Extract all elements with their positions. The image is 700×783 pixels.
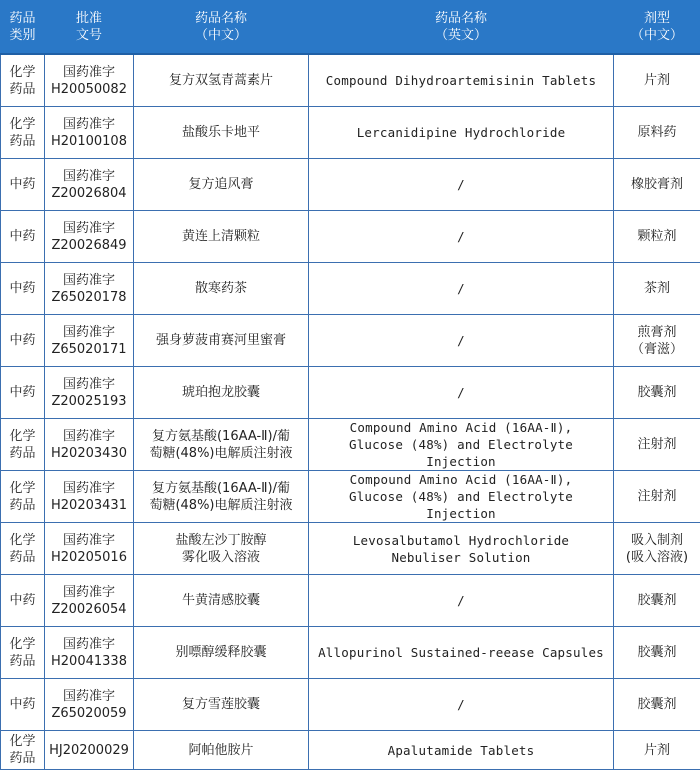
cell-name-chinese-line: 盐酸左沙丁胺醇 — [175, 532, 267, 548]
cell-name-chinese-line: 别嘌醇缓释胶囊 — [175, 645, 267, 660]
cell-name-english-line: Allopurinol Sustained-reease Capsules — [318, 645, 604, 660]
cell-category-line: 中药 — [9, 229, 36, 244]
cell-name-chinese — [134, 471, 309, 523]
cell-category — [1, 107, 45, 159]
cell-name-english-line: Injection — [426, 454, 496, 469]
cell-approval-number — [45, 315, 134, 367]
table-row — [1, 159, 700, 211]
cell-dosage-form-line: （膏滋） — [630, 341, 683, 357]
cell-name-english-line: Lercanidipine Hydrochloride — [356, 125, 566, 140]
cell-name-chinese — [134, 419, 309, 471]
cell-category — [1, 471, 45, 523]
cell-category-line: 药品 — [9, 133, 36, 149]
cell-approval-number-line: H20203430 — [51, 445, 127, 461]
cell-name-chinese-line: 强身萝菠甫赛河里蜜膏 — [155, 333, 286, 348]
cell-name-english — [309, 159, 614, 211]
cell-category-line: 中药 — [9, 593, 36, 608]
cell-name-english-line: / — [457, 385, 465, 400]
cell-dosage-form — [614, 731, 700, 770]
cell-name-english-line: / — [457, 333, 465, 348]
cell-name-chinese-line: 萄糖(48%)电解质注射液 — [149, 497, 293, 513]
cell-name-english — [309, 627, 614, 679]
cell-category-line: 中药 — [9, 697, 36, 712]
cell-dosage-form — [614, 575, 700, 627]
cell-approval-number-line: HJ20200029 — [49, 742, 129, 758]
cell-approval-number-line: Z65020171 — [51, 341, 127, 357]
cell-approval-number — [45, 523, 134, 575]
cell-approval-number-line: Z65020178 — [51, 289, 127, 305]
cell-dosage-form — [614, 523, 700, 575]
cell-name-english — [309, 54, 614, 107]
cell-approval-number-line: Z20026804 — [51, 185, 127, 201]
cell-category — [1, 419, 45, 471]
cell-name-english — [309, 367, 614, 419]
cell-approval-number — [45, 263, 134, 315]
cell-name-english — [309, 419, 614, 471]
cell-approval-number-line: 国药准字 — [62, 584, 115, 600]
cell-name-english — [309, 263, 614, 315]
cell-approval-number-line: 国药准字 — [62, 116, 115, 132]
cell-name-english — [309, 211, 614, 263]
cell-approval-number-line: 国药准字 — [62, 428, 115, 444]
table-row — [1, 315, 700, 367]
cell-dosage-form-line: 胶囊剂 — [637, 385, 677, 400]
cell-approval-number-line: 国药准字 — [62, 636, 115, 652]
cell-name-english-line: Nebuliser Solution — [391, 549, 531, 565]
cell-category-line: 药品 — [9, 445, 36, 461]
cell-dosage-form — [614, 315, 700, 367]
cell-name-chinese — [134, 263, 309, 315]
cell-dosage-form — [614, 471, 700, 523]
cell-category — [1, 263, 45, 315]
cell-name-chinese-line: 散寒药茶 — [194, 281, 247, 296]
cell-name-english — [309, 107, 614, 159]
cell-category-line: 化学 — [9, 480, 36, 496]
cell-name-chinese-line: 复方氨基酸(16AA-Ⅱ)/葡 — [151, 428, 291, 444]
cell-name-english-line: Glucose (48%) and Electrolyte — [348, 437, 574, 452]
cell-category-line: 药品 — [9, 751, 36, 766]
cell-dosage-form-line: (吸入溶液) — [625, 549, 689, 565]
cell-name-chinese-line: 阿帕他胺片 — [188, 742, 254, 758]
cell-category-line: 化学 — [9, 532, 36, 548]
cell-name-chinese — [134, 679, 309, 731]
table-row — [1, 263, 700, 315]
cell-name-chinese — [134, 731, 309, 770]
cell-category-line: 化学 — [9, 116, 36, 132]
cell-name-english-line: Glucose (48%) and Electrolyte — [348, 489, 574, 504]
cell-approval-number-line: Z20026054 — [51, 601, 127, 617]
cell-category — [1, 315, 45, 367]
cell-approval-number-line: Z20025193 — [51, 393, 127, 409]
header-name-chinese: 药品名称 （中文） — [134, 1, 309, 55]
cell-name-english — [309, 575, 614, 627]
cell-name-chinese-line: 盐酸乐卡地平 — [181, 125, 260, 140]
cell-approval-number-line: 国药准字 — [62, 376, 115, 392]
cell-approval-number-line: 国药准字 — [62, 220, 115, 236]
cell-name-english-line: Compound Dihydroartemisinin Tablets — [325, 73, 597, 88]
cell-name-chinese-line: 复方追风膏 — [188, 177, 254, 192]
cell-name-english-line: / — [457, 697, 465, 712]
cell-approval-number — [45, 54, 134, 107]
cell-name-english-line: Injection — [426, 506, 496, 521]
cell-category-line: 药品 — [9, 497, 36, 513]
cell-name-english — [309, 471, 614, 523]
cell-name-chinese-line: 琥珀抱龙胶囊 — [181, 385, 260, 400]
cell-dosage-form — [614, 367, 700, 419]
cell-dosage-form — [614, 419, 700, 471]
cell-approval-number-line: Z20026849 — [51, 237, 127, 253]
cell-dosage-form — [614, 627, 700, 679]
table-body — [1, 54, 700, 770]
cell-dosage-form-line: 注射剂 — [637, 437, 677, 452]
table-row — [1, 575, 700, 627]
cell-dosage-form-line: 胶囊剂 — [637, 697, 677, 712]
cell-name-english-line: Levosalbutamol Hydrochloride — [352, 532, 570, 548]
cell-approval-number-line: H20050082 — [51, 81, 127, 97]
cell-category — [1, 731, 45, 770]
cell-category-line: 化学 — [9, 734, 36, 749]
table-row — [1, 627, 700, 679]
cell-dosage-form — [614, 107, 700, 159]
cell-name-chinese-line: 复方雪莲胶囊 — [181, 697, 260, 712]
table-row — [1, 471, 700, 523]
cell-approval-number-line: 国药准字 — [62, 168, 115, 184]
header-dosage-form: 剂型 （中文） — [614, 1, 700, 55]
cell-name-english-line: / — [457, 281, 465, 296]
cell-dosage-form-line: 注射剂 — [637, 489, 677, 504]
cell-name-chinese — [134, 627, 309, 679]
cell-category-line: 药品 — [9, 549, 36, 565]
cell-name-english-line: Compound Amino Acid (16AA-Ⅱ), — [349, 472, 573, 487]
header-name-english: 药品名称 （英文） — [309, 1, 614, 55]
table-row — [1, 367, 700, 419]
cell-name-english-line: / — [457, 177, 465, 192]
cell-category — [1, 627, 45, 679]
cell-approval-number-line: H20041338 — [51, 653, 127, 669]
cell-approval-number — [45, 575, 134, 627]
cell-dosage-form-line: 茶剂 — [643, 281, 670, 296]
cell-approval-number — [45, 627, 134, 679]
table-row — [1, 211, 700, 263]
cell-dosage-form — [614, 54, 700, 107]
cell-category — [1, 679, 45, 731]
cell-approval-number-line: 国药准字 — [62, 324, 115, 340]
table-row — [1, 731, 700, 770]
cell-category — [1, 367, 45, 419]
cell-approval-number — [45, 419, 134, 471]
cell-dosage-form — [614, 679, 700, 731]
table-row — [1, 54, 700, 107]
cell-name-chinese — [134, 367, 309, 419]
cell-name-english-line: / — [457, 593, 465, 608]
cell-dosage-form — [614, 211, 700, 263]
cell-dosage-form-line: 胶囊剂 — [637, 593, 677, 608]
cell-name-chinese-line: 黄连上清颗粒 — [181, 229, 260, 244]
cell-approval-number-line: 国药准字 — [62, 272, 115, 288]
cell-category-line: 化学 — [9, 64, 36, 80]
cell-name-chinese — [134, 315, 309, 367]
cell-name-english-line: / — [457, 229, 465, 244]
cell-dosage-form-line: 片剂 — [643, 742, 670, 758]
cell-dosage-form — [614, 159, 700, 211]
cell-dosage-form-line: 橡胶膏剂 — [630, 177, 683, 192]
cell-category — [1, 523, 45, 575]
cell-name-chinese — [134, 523, 309, 575]
cell-name-chinese — [134, 54, 309, 107]
cell-approval-number-line: 国药准字 — [62, 532, 115, 548]
cell-dosage-form — [614, 263, 700, 315]
cell-name-english-line: Compound Amino Acid (16AA-Ⅱ), — [349, 420, 573, 435]
cell-category-line: 中药 — [9, 333, 36, 348]
cell-name-english — [309, 731, 614, 770]
cell-dosage-form-line: 片剂 — [643, 73, 670, 88]
table-row — [1, 419, 700, 471]
header-approval-number: 批准 文号 — [45, 1, 134, 55]
cell-name-chinese-line: 复方双氢青蒿素片 — [168, 73, 273, 88]
cell-category-line: 药品 — [9, 653, 36, 669]
cell-name-english — [309, 523, 614, 575]
cell-dosage-form-line: 吸入制剂 — [630, 532, 683, 548]
cell-approval-number — [45, 159, 134, 211]
cell-name-chinese — [134, 107, 309, 159]
cell-approval-number-line: H20100108 — [51, 133, 127, 149]
cell-approval-number-line: 国药准字 — [62, 480, 115, 496]
cell-name-english — [309, 679, 614, 731]
cell-approval-number — [45, 367, 134, 419]
cell-approval-number-line: 国药准字 — [62, 688, 115, 704]
header-row — [1, 1, 700, 55]
cell-name-chinese — [134, 211, 309, 263]
cell-category — [1, 211, 45, 263]
table-row — [1, 679, 700, 731]
cell-category — [1, 575, 45, 627]
cell-category-line: 化学 — [9, 428, 36, 444]
cell-approval-number-line: H20205016 — [51, 549, 127, 565]
table-row — [1, 523, 700, 575]
cell-category — [1, 159, 45, 211]
cell-approval-number-line: H20203431 — [51, 497, 127, 513]
header-category: 药品 类别 — [1, 1, 45, 55]
cell-approval-number — [45, 471, 134, 523]
table-row — [1, 107, 700, 159]
cell-approval-number — [45, 211, 134, 263]
cell-dosage-form-line: 原料药 — [637, 125, 677, 140]
cell-name-chinese — [134, 575, 309, 627]
cell-approval-number — [45, 679, 134, 731]
cell-category-line: 中药 — [9, 281, 36, 296]
cell-name-chinese-line: 复方氨基酸(16AA-Ⅱ)/葡 — [151, 480, 291, 496]
cell-name-chinese-line: 雾化吸入溶液 — [181, 549, 260, 565]
cell-approval-number — [45, 107, 134, 159]
cell-name-chinese-line: 萄糖(48%)电解质注射液 — [149, 445, 293, 461]
cell-category-line: 中药 — [9, 385, 36, 400]
cell-dosage-form-line: 颗粒剂 — [637, 229, 677, 244]
cell-dosage-form-line: 胶囊剂 — [637, 645, 677, 660]
cell-approval-number — [45, 731, 134, 770]
cell-name-chinese-line: 牛黄清感胶囊 — [181, 593, 260, 608]
cell-category-line: 化学 — [9, 636, 36, 652]
cell-category-line: 中药 — [9, 177, 36, 192]
cell-category — [1, 54, 45, 107]
cell-dosage-form-line: 煎膏剂 — [637, 324, 677, 340]
cell-category-line: 药品 — [9, 81, 36, 97]
cell-name-english — [309, 315, 614, 367]
cell-approval-number-line: Z65020059 — [51, 705, 127, 721]
cell-name-chinese — [134, 159, 309, 211]
cell-approval-number-line: 国药准字 — [62, 64, 115, 80]
cell-name-english-line: Apalutamide Tablets — [387, 742, 535, 758]
